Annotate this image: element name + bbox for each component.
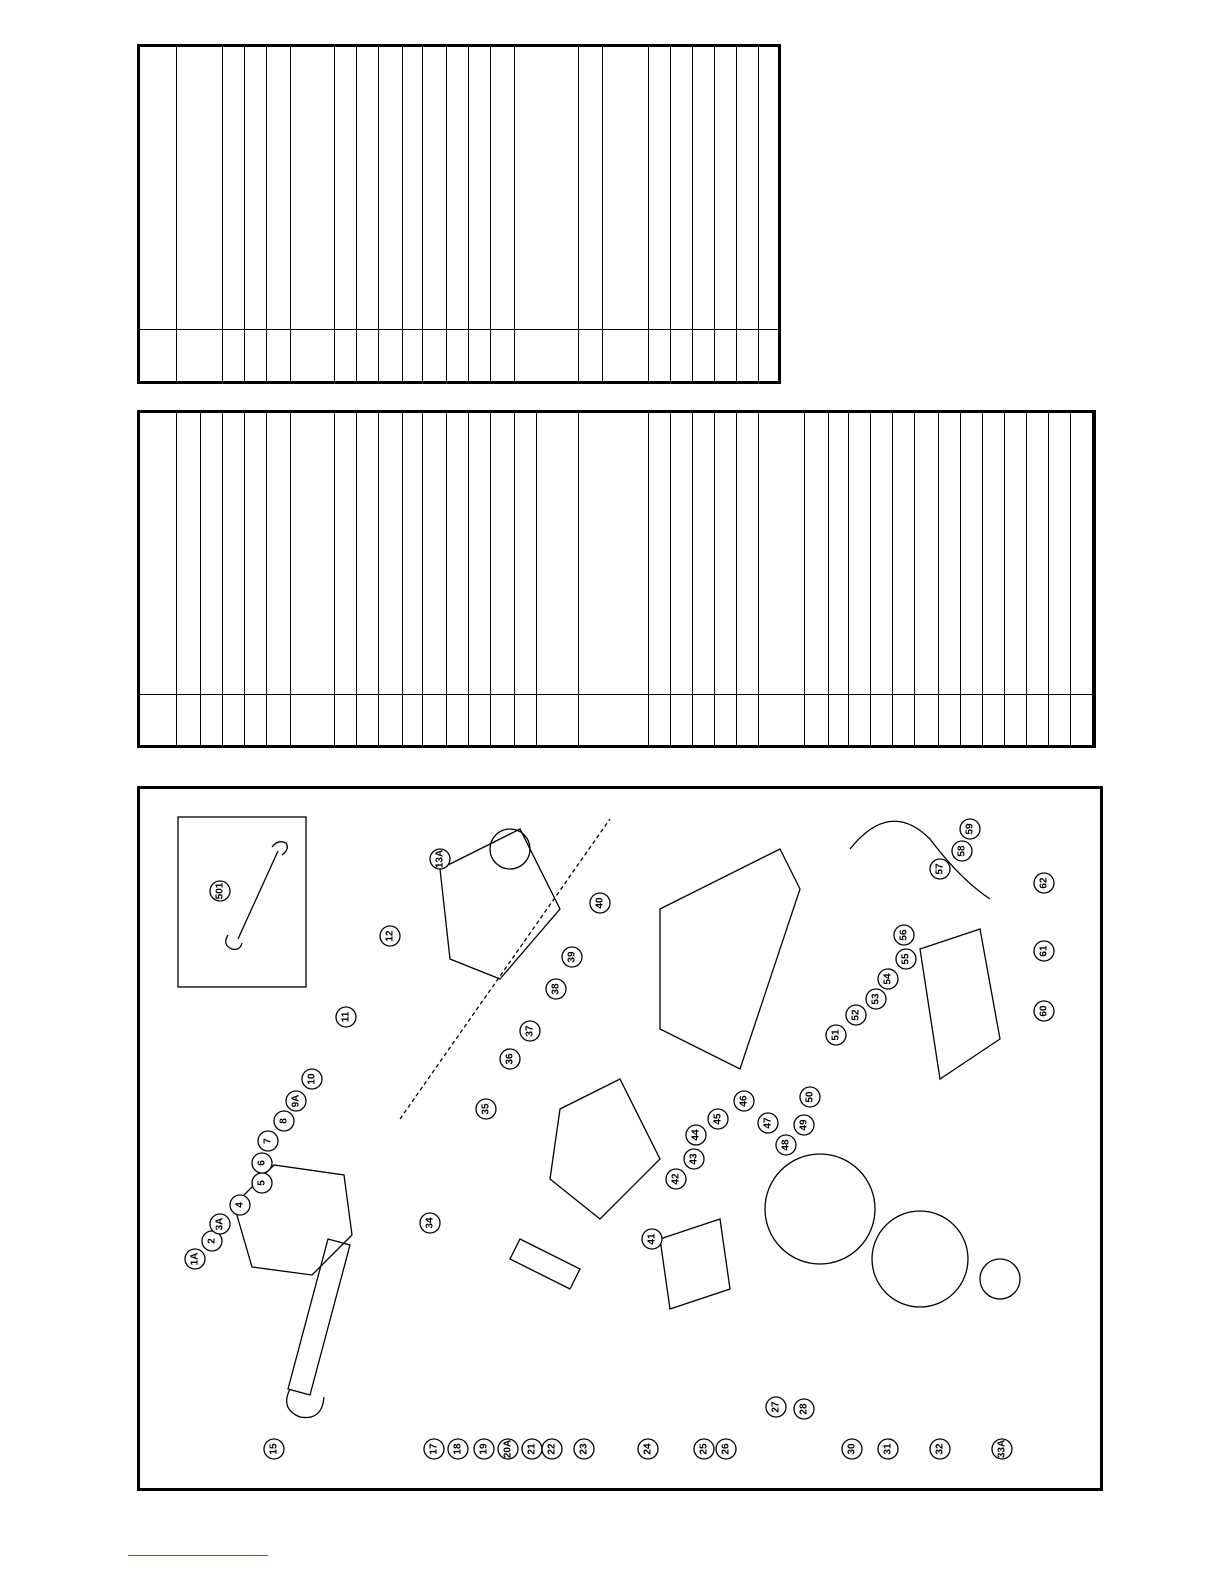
callout-number: 38 bbox=[550, 983, 562, 995]
callout-number: 52 bbox=[850, 1009, 862, 1021]
callout-4 bbox=[230, 1195, 250, 1215]
table-column-divider bbox=[200, 413, 201, 745]
table-column-divider bbox=[222, 413, 223, 745]
callout-number: 12 bbox=[384, 930, 396, 942]
callout-number: 22 bbox=[546, 1443, 558, 1455]
diagram-drawing bbox=[140, 789, 1100, 1488]
callout-42 bbox=[666, 1169, 686, 1189]
callout-number: 59 bbox=[964, 823, 976, 835]
callout-number: 44 bbox=[690, 1129, 702, 1141]
callout-26 bbox=[716, 1439, 736, 1459]
callout-22 bbox=[542, 1439, 562, 1459]
table-column-divider bbox=[446, 413, 447, 745]
callout-number: 13A bbox=[434, 849, 446, 869]
callout-number: 7 bbox=[262, 1138, 274, 1144]
callout-number: 11 bbox=[340, 1011, 352, 1023]
callout-49 bbox=[794, 1115, 814, 1135]
grinding-wheel bbox=[872, 1211, 968, 1307]
callout-number: 15 bbox=[268, 1443, 280, 1455]
callout-12 bbox=[380, 926, 400, 946]
table-column-divider bbox=[578, 413, 579, 745]
callout-9a bbox=[286, 1091, 306, 1111]
callout-number: 501 bbox=[214, 882, 226, 900]
table-column-divider bbox=[736, 47, 737, 381]
table-column-divider bbox=[334, 413, 335, 745]
table-column-divider bbox=[356, 47, 357, 381]
table-column-divider bbox=[1092, 413, 1093, 745]
callout-number: 28 bbox=[798, 1403, 810, 1415]
callout-20a bbox=[498, 1439, 518, 1459]
callout-39 bbox=[562, 947, 582, 967]
callout-number: 24 bbox=[642, 1443, 654, 1455]
callout-number: 47 bbox=[762, 1117, 774, 1129]
footer-rule bbox=[128, 1555, 268, 1556]
callout-number: 4 bbox=[234, 1202, 246, 1208]
table-column-divider bbox=[848, 413, 849, 745]
callout-number: 58 bbox=[956, 845, 968, 857]
parts-table-top bbox=[137, 44, 781, 384]
callout-number: 49 bbox=[798, 1119, 810, 1131]
callout-number: 46 bbox=[738, 1095, 750, 1107]
table-column-divider bbox=[578, 47, 579, 381]
wrench-inset-box bbox=[178, 817, 306, 987]
table-column-divider bbox=[758, 413, 759, 745]
table-column-divider bbox=[870, 413, 871, 745]
table-column-divider bbox=[402, 47, 403, 381]
table-column-divider bbox=[514, 413, 515, 745]
table-column-divider bbox=[422, 413, 423, 745]
callout-17 bbox=[424, 1439, 444, 1459]
wheel-nut bbox=[980, 1259, 1020, 1299]
callout-23 bbox=[574, 1439, 594, 1459]
table-column-divider bbox=[714, 47, 715, 381]
table-column-divider bbox=[1070, 413, 1071, 745]
callout-40 bbox=[590, 893, 610, 913]
callout-number: 57 bbox=[934, 863, 946, 875]
tail-cover bbox=[920, 929, 1000, 1079]
callout-number: 30 bbox=[846, 1443, 858, 1455]
callout-layer bbox=[185, 819, 1054, 1459]
callout-35 bbox=[476, 1099, 496, 1119]
callout-number: 33A bbox=[996, 1439, 1008, 1459]
callout-number: 10 bbox=[306, 1073, 318, 1085]
wheel-guard bbox=[765, 1154, 875, 1264]
table-column-divider bbox=[378, 47, 379, 381]
table-column-divider bbox=[758, 47, 759, 381]
callout-53 bbox=[866, 989, 886, 1009]
callout-number: 53 bbox=[870, 993, 882, 1005]
callout-number: 61 bbox=[1038, 945, 1050, 957]
table-column-divider bbox=[780, 47, 781, 381]
table-column-divider bbox=[334, 47, 335, 381]
callout-62 bbox=[1034, 873, 1054, 893]
table-column-divider bbox=[490, 413, 491, 745]
callout-55 bbox=[896, 949, 916, 969]
callout-1a bbox=[185, 1249, 205, 1269]
table-column-divider bbox=[422, 47, 423, 381]
callout-45 bbox=[708, 1109, 728, 1129]
callout-number: 9A bbox=[290, 1094, 302, 1108]
callout-number: 45 bbox=[712, 1113, 724, 1125]
callout-number: 31 bbox=[882, 1443, 894, 1455]
callout-11 bbox=[336, 1007, 356, 1027]
callout-number: 48 bbox=[780, 1139, 792, 1151]
callout-number: 8 bbox=[278, 1118, 290, 1124]
callout-number: 5 bbox=[256, 1180, 268, 1186]
callout-number: 39 bbox=[566, 951, 578, 963]
table-column-divider bbox=[244, 413, 245, 745]
callout-19 bbox=[474, 1439, 494, 1459]
callout-number: 56 bbox=[898, 929, 910, 941]
callout-number: 21 bbox=[526, 1443, 538, 1455]
callout-15 bbox=[264, 1439, 284, 1459]
table-column-divider bbox=[290, 47, 291, 381]
table-column-divider bbox=[960, 413, 961, 745]
bearing-13a bbox=[490, 829, 530, 869]
table-column-divider bbox=[892, 413, 893, 745]
callout-number: 50 bbox=[804, 1091, 816, 1103]
callout-31 bbox=[878, 1439, 898, 1459]
callout-56 bbox=[894, 925, 914, 945]
callout-18 bbox=[448, 1439, 468, 1459]
callout-number: 40 bbox=[594, 897, 606, 909]
callout-number: 41 bbox=[646, 1233, 658, 1245]
callout-number: 37 bbox=[524, 1025, 536, 1037]
callout-10 bbox=[302, 1069, 322, 1089]
callout-number: 26 bbox=[720, 1443, 732, 1455]
callout-7 bbox=[258, 1131, 278, 1151]
callout-27 bbox=[766, 1397, 786, 1417]
table-column-divider bbox=[736, 413, 737, 745]
callout-34 bbox=[420, 1213, 440, 1233]
table-column-divider bbox=[536, 413, 537, 745]
table-column-divider bbox=[266, 413, 267, 745]
callout-41 bbox=[642, 1229, 662, 1249]
motor-housing bbox=[660, 849, 800, 1069]
callout-59 bbox=[960, 819, 980, 839]
table-column-divider bbox=[468, 47, 469, 381]
table-column-divider bbox=[648, 47, 649, 381]
callout-61 bbox=[1034, 941, 1054, 961]
table-column-divider bbox=[982, 413, 983, 745]
table-column-divider bbox=[402, 413, 403, 745]
callout-number: 17 bbox=[428, 1443, 440, 1455]
gear-cover bbox=[660, 1219, 730, 1309]
callout-number: 55 bbox=[900, 953, 912, 965]
callout-52 bbox=[846, 1005, 866, 1025]
table-column-divider bbox=[670, 47, 671, 381]
callout-13a bbox=[430, 849, 450, 869]
callout-25 bbox=[694, 1439, 714, 1459]
callout-33a bbox=[992, 1439, 1012, 1459]
table-column-divider bbox=[176, 47, 177, 381]
callout-36 bbox=[500, 1049, 520, 1069]
callout-number: 35 bbox=[480, 1103, 492, 1115]
table-column-divider bbox=[938, 413, 939, 745]
table-column-divider bbox=[828, 413, 829, 745]
callout-57 bbox=[930, 859, 950, 879]
callout-38 bbox=[546, 979, 566, 999]
callout-58 bbox=[952, 841, 972, 861]
table-column-divider bbox=[290, 413, 291, 745]
table-column-divider bbox=[914, 413, 915, 745]
callout-number: 60 bbox=[1038, 1005, 1050, 1017]
side-handle bbox=[287, 1239, 350, 1418]
table-column-divider bbox=[176, 413, 177, 745]
callout-number: 2 bbox=[206, 1238, 218, 1244]
table-column-divider bbox=[1048, 413, 1049, 745]
callout-43 bbox=[684, 1149, 704, 1169]
callout-number: 36 bbox=[504, 1053, 516, 1065]
callout-44 bbox=[686, 1125, 706, 1145]
callout-number: 3A bbox=[214, 1217, 226, 1231]
table-column-divider bbox=[356, 413, 357, 745]
table-column-divider bbox=[490, 47, 491, 381]
table-column-divider bbox=[648, 413, 649, 745]
callout-number: 27 bbox=[770, 1401, 782, 1413]
armature bbox=[440, 829, 560, 979]
callout-number: 43 bbox=[688, 1153, 700, 1165]
callout-number: 32 bbox=[934, 1443, 946, 1455]
callout-number: 34 bbox=[424, 1217, 436, 1229]
callout-number: 1A bbox=[189, 1252, 201, 1266]
table-column-divider bbox=[714, 413, 715, 745]
callout-51 bbox=[826, 1025, 846, 1045]
callout-24 bbox=[638, 1439, 658, 1459]
callout-47 bbox=[758, 1113, 778, 1133]
callout-46 bbox=[734, 1091, 754, 1111]
table-row-divider bbox=[140, 329, 778, 330]
table-column-divider bbox=[1004, 413, 1005, 745]
callout-number: 6 bbox=[256, 1160, 268, 1166]
callout-48 bbox=[776, 1135, 796, 1155]
callout-number: 19 bbox=[478, 1443, 490, 1455]
callout-number: 23 bbox=[578, 1443, 590, 1455]
callout-5 bbox=[252, 1173, 272, 1193]
callout-501 bbox=[210, 881, 230, 901]
table-column-divider bbox=[1026, 413, 1027, 745]
table-column-divider bbox=[692, 413, 693, 745]
exploded-parts-diagram bbox=[137, 786, 1103, 1491]
table-column-divider bbox=[602, 47, 603, 381]
callout-32 bbox=[930, 1439, 950, 1459]
callout-30 bbox=[842, 1439, 862, 1459]
callout-number: 42 bbox=[670, 1173, 682, 1185]
table-column-divider bbox=[266, 47, 267, 381]
stator bbox=[550, 1079, 660, 1219]
callout-number: 25 bbox=[698, 1443, 710, 1455]
callout-3a bbox=[210, 1214, 230, 1234]
table-column-divider bbox=[244, 47, 245, 381]
callout-6 bbox=[252, 1153, 272, 1173]
table-column-divider bbox=[468, 413, 469, 745]
callout-54 bbox=[878, 969, 898, 989]
callout-37 bbox=[520, 1021, 540, 1041]
table-row-divider bbox=[140, 694, 1093, 695]
callout-28 bbox=[794, 1399, 814, 1419]
callout-21 bbox=[522, 1439, 542, 1459]
table-column-divider bbox=[446, 47, 447, 381]
table-column-divider bbox=[378, 413, 379, 745]
spindle bbox=[510, 1239, 580, 1289]
callout-number: 20A bbox=[502, 1439, 514, 1459]
callout-50 bbox=[800, 1087, 820, 1107]
table-column-divider bbox=[670, 413, 671, 745]
table-column-divider bbox=[514, 47, 515, 381]
callout-number: 62 bbox=[1038, 877, 1050, 889]
parts-table-middle bbox=[137, 410, 1096, 748]
callout-number: 51 bbox=[830, 1029, 842, 1041]
table-column-divider bbox=[804, 413, 805, 745]
callout-60 bbox=[1034, 1001, 1054, 1021]
table-column-divider bbox=[222, 47, 223, 381]
wrench-icon bbox=[226, 842, 288, 950]
table-column-divider bbox=[692, 47, 693, 381]
callout-8 bbox=[274, 1111, 294, 1131]
callout-number: 54 bbox=[882, 973, 894, 985]
callout-number: 18 bbox=[452, 1443, 464, 1455]
